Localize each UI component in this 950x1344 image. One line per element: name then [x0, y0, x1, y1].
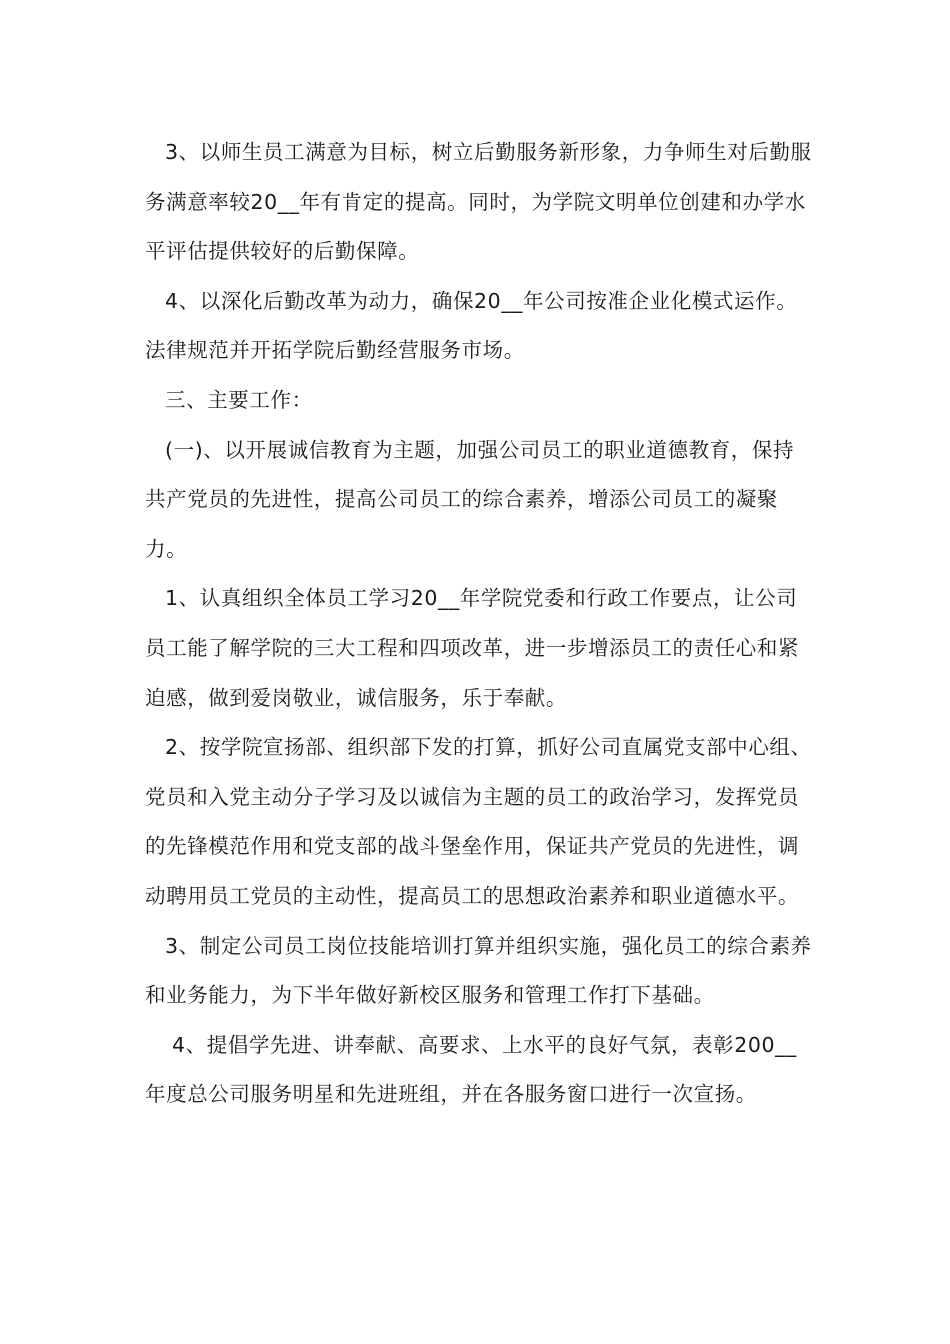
paragraph-goal-4: 4、以深化后勤改革为动力，确保20__年公司按准企业化模式运作。法律规范并开拓学院后勤经营服务市场。	[145, 288, 798, 363]
section-heading-main-work: 三、主要工作：	[165, 387, 313, 412]
paragraph-task-4: 4、提倡学先进、讲奉献、高要求、上水平的良好气氛，表彰200__年度总公司服务明星和先进班组，并在各服务窗口进行一次宣扬。	[145, 1032, 797, 1107]
paragraph-goal-3: 3、以师生员工满意为目标，树立后勤服务新形象，力争师生对后勤服务满意率较20__年有肯定的提高。同时，为学院文明单位创建和办学水平评估提供较好的后勤保障。	[145, 140, 812, 264]
paragraph-task-3: 3、制定公司员工岗位技能培训打算并组织实施，强化员工的综合素养和业务能力，为下半年做好新校区服务和管理工作打下基础。	[145, 933, 812, 1008]
paragraph-task-2: 2、按学院宣扬部、组织部下发的打算，抓好公司直属党支部中心组、党员和入党主动分子学习及以诚信为主题的员工的政治学习，发挥党员的先锋模范作用和党支部的战斗堡垒作用，保证共产党员的先进性，调动聘用员工党员的主动性，提高员工的思想政治素养和职业道德水平。	[145, 735, 812, 908]
paragraph-task-1: 1、认真组织全体员工学习20__年学院党委和行政工作要点，让公司员工能了解学院的三大工程和四项改革，进一步增添员工的责任心和紧迫感，做到爱岗敬业，诚信服务，乐于奉献。	[145, 586, 800, 710]
paragraph-item-1: (一)、以开展诚信教育为主题，加强公司员工的职业道德教育，保持共产党员的先进性，提高公司员工的综合素养，增添公司员工的凝聚力。	[145, 437, 795, 561]
document-body	[145, 128, 815, 1120]
